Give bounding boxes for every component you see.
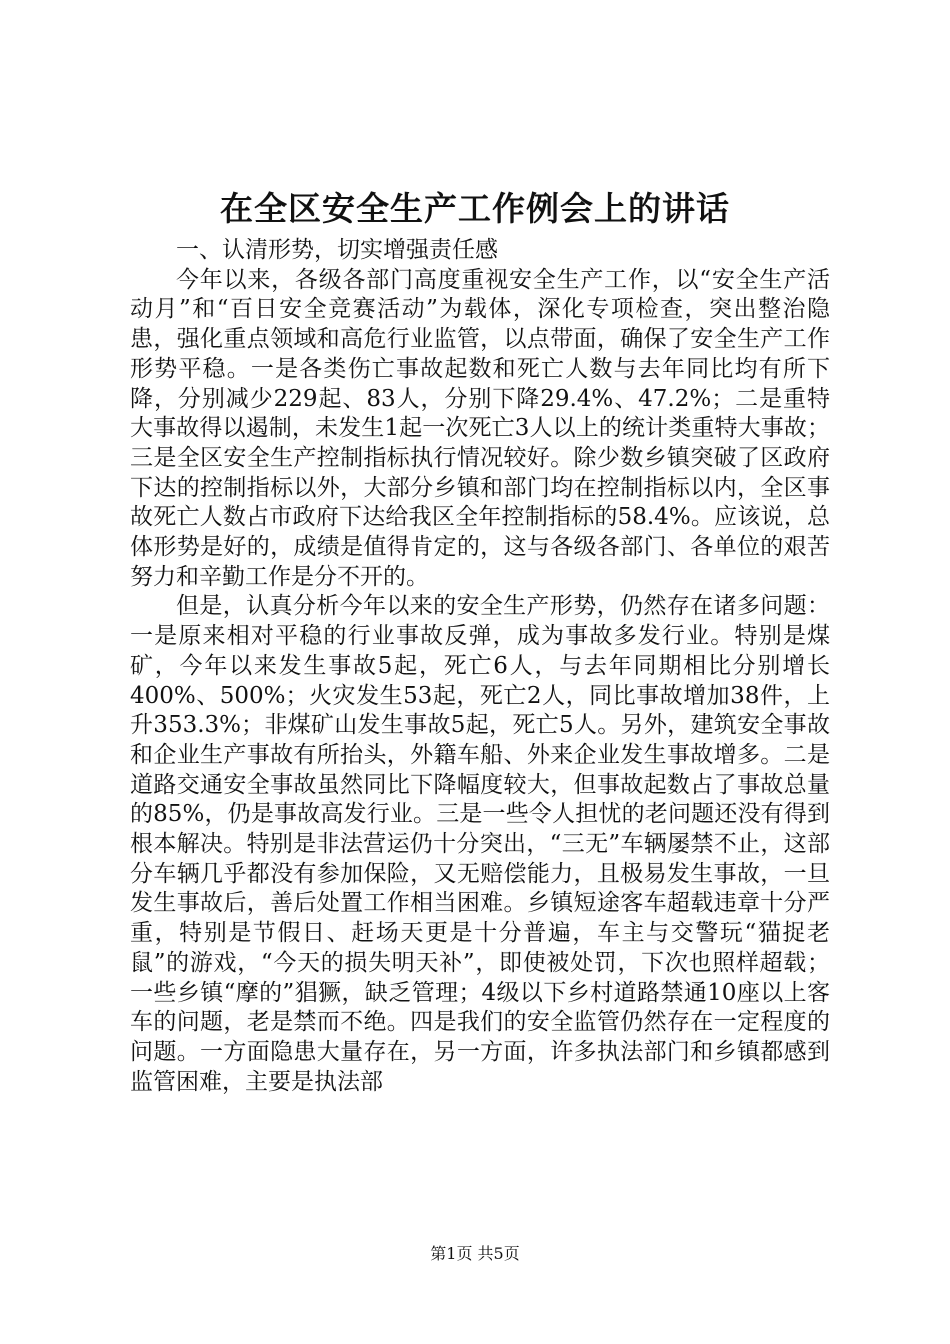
document-body	[130, 236, 830, 1097]
page-footer: 第1页 共5页	[430, 1244, 520, 1263]
paragraph-problems: 但是，认真分析今年以来的安全生产形势，仍然存在诸多问题：一是原来相对平稳的行业事故反弹，成为事故多发行业。特别是煤矿，今年以来发生事故5起，死亡6人，与去年同期相比分别增长400%、500%；火灾发生53起，死亡2人，同比事故增加38件，上升353.3%；非煤矿山发生事故5起，死亡5人。另外，建筑安全事故和企业生产事故有所抬头，外籍车船、外来企业发生事故增多。二是道路交通安全事故虽然同比下降幅度较大，但事故起数占了事故总量的85%，仍是事故高发行业。三是一些令人担忧的老问题还没有得到根本解决。特别是非法营运仍十分突出，“三无”车辆屡禁不止，这部分车辆几乎都没有参加保险，又无赔偿能力，且极易发生事故，一旦发生事故后，善后处置工作相当困难。乡镇短途客车超载违章十分严重，特别是节假日、赶场天更是十分普遍，车主与交警玩“猫捉老鼠”的游戏，“今天的损失明天补”，即使被处罚，下次也照样超载；一些乡镇“摩的”猖獗，缺乏管理；4级以下乡村道路禁通10座以上客车的问题，老是禁而不绝。四是我们的安全监管仍然存在一定程度的问题。一方面隐患大量存在，另一方面，许多执法部门和乡镇都感到监管困难，主要是执法部	[130, 593, 830, 1095]
document-title: 在全区安全生产工作例会上的讲话	[220, 189, 730, 228]
paragraph-situation: 今年以来，各级各部门高度重视安全生产工作，以“安全生产活动月”和“百日安全竞赛活动”为载体，深化专项检查，突出整治隐患，强化重点领域和高危行业监管，以点带面，确保了安全生产工作形势平稳。一是各类伤亡事故起数和死亡人数与去年同比均有所下降，分别减少229起、83人，分别下降29.4%、47.2%；二是重特大事故得以遏制，未发生1起一次死亡3人以上的统计类重特大事故；三是全区安全生产控制指标执行情况较好。除少数乡镇突破了区政府下达的控制指标以外，大部分乡镇和部门均在控制指标以内，全区事故死亡人数占市政府下达给我区全年控制指标的58.4%。应该说，总体形势是好的，成绩是值得肯定的，这与各级各部门、各单位的艰苦努力和辛勤工作是分不开的。	[130, 266, 830, 590]
section-heading: 一、认清形势，切实增强责任感	[176, 237, 498, 263]
